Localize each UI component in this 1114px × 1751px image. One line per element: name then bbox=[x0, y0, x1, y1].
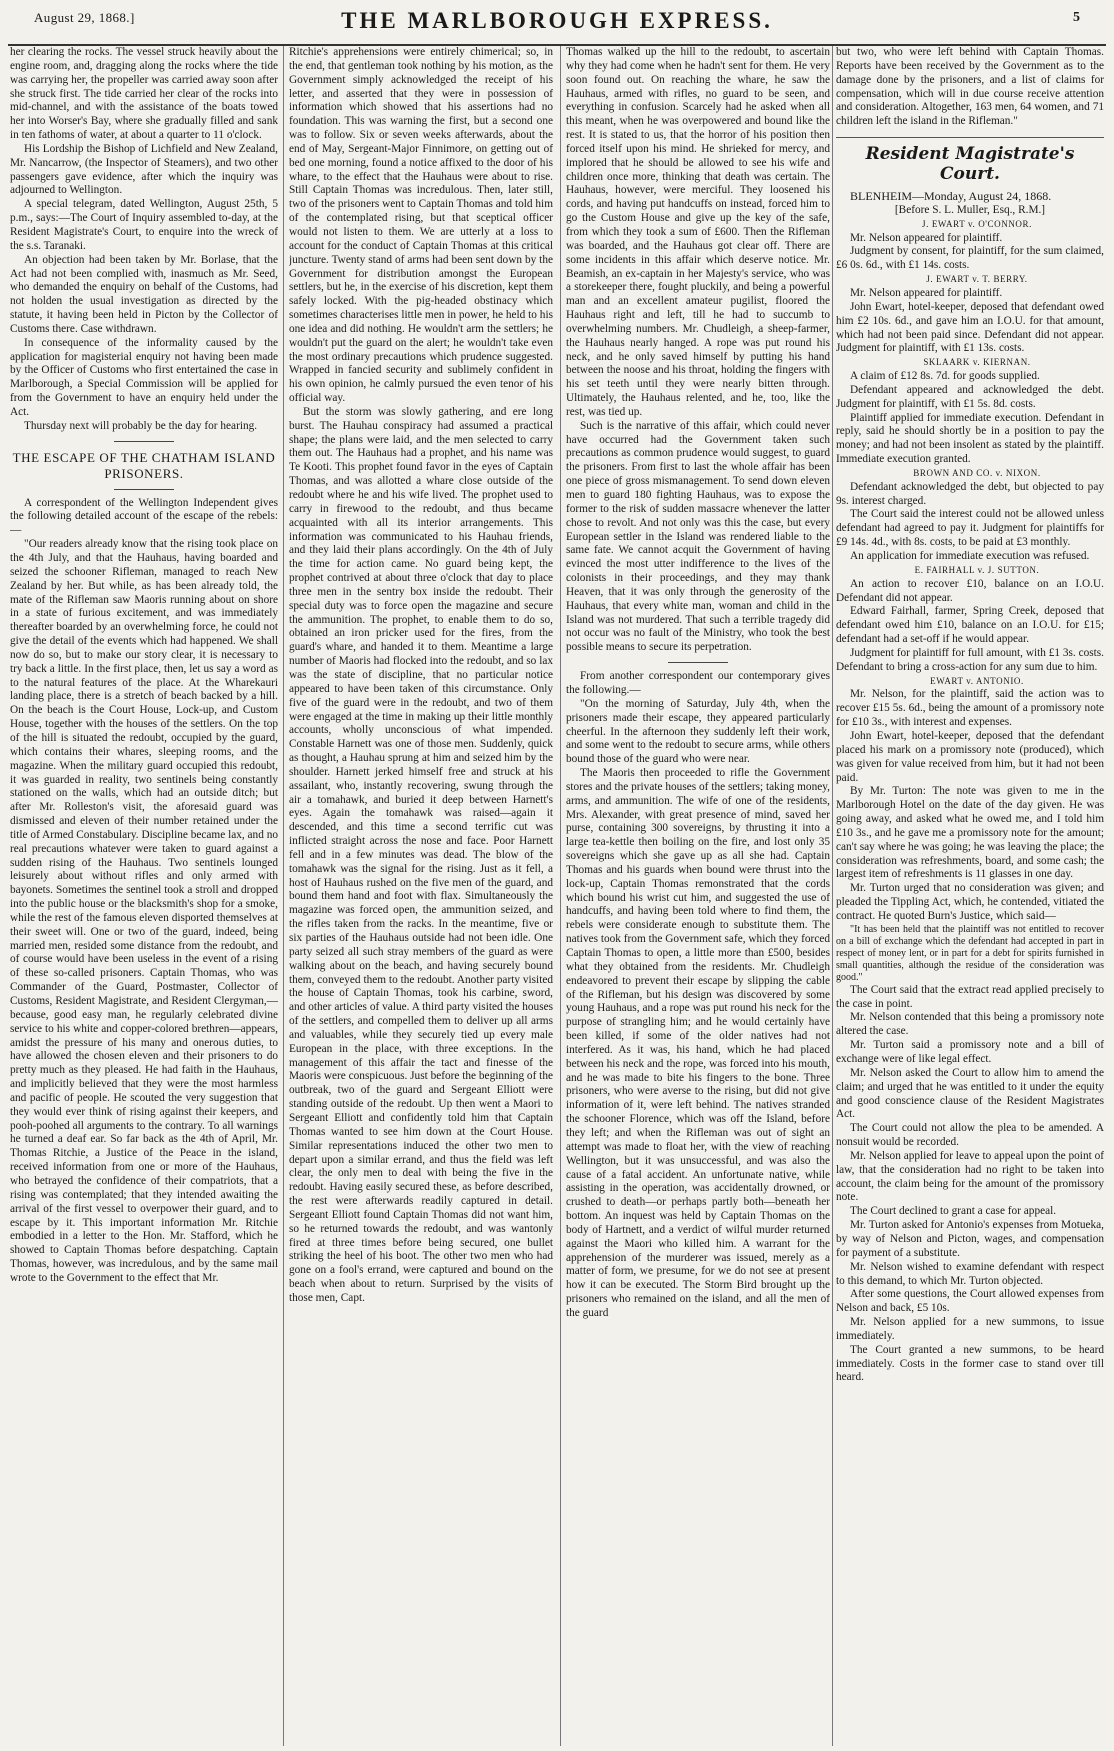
article-headline: THE ESCAPE OF THE CHATHAM ISLAND PRISONERS. bbox=[12, 449, 276, 481]
paragraph: Mr. Nelson wished to examine defendant with respect to this demand, to which Mr. Turton objected. bbox=[836, 1260, 1104, 1287]
paragraph: Edward Fairhall, farmer, Spring Creek, deposed that defendant owed him £10, balance on an I.O.U. for £15; defendant had a set-off if he would appear. bbox=[836, 605, 1104, 646]
section-divider bbox=[668, 662, 728, 663]
case-title: SKLAARK v. KIERNAN. bbox=[923, 357, 1031, 368]
case-title: BROWN AND CO. v. NIXON. bbox=[913, 467, 1041, 478]
paragraph: Mr. Nelson contended that this being a promissory note altered the case. bbox=[836, 1011, 1104, 1038]
section-divider bbox=[114, 489, 174, 490]
paragraph: Mr. Nelson, for the plaintiff, said the action was to recover £15 5s. 6d., being the amount of a promissory note for £10 3s., with interest and expenses. bbox=[836, 688, 1104, 729]
magistrate-line: [Before S. L. Muller, Esq., R.M.] bbox=[894, 203, 1046, 216]
paragraph: her clearing the rocks. The vessel struck heavily about the engine room, and, dragging along the rocks where the tide was carrying her, the propeller was carried away soon after she struck first. The tide carried her clear of the rocks into mid-channel, and with the assistance of the boats towed her into Worser's Bay, where she gradually filled and sank in ten fathoms of water, at about a quarter to 11 o'clock. bbox=[10, 46, 278, 142]
paragraph: A special telegram, dated Wellington, August 25th, 5 p.m., says:—The Court of Inquiry assembled to-day, at the Resident Magistrate's Court, to enquire into the wreck of the s.s. Taranaki. bbox=[10, 198, 278, 252]
paragraph: An application for immediate execution was refused. bbox=[850, 550, 1090, 562]
column-rule bbox=[832, 46, 833, 1746]
paragraph: In consequence of the informality caused by the application for magisterial enquiry not having been made by the Officer of Customs who first entertained the case in Marlborough, a Special Commission will be applied for from the Government to have an enquiry held under the Act. bbox=[10, 336, 278, 418]
paragraph: Mr. Nelson applied for leave to appeal upon the point of law, that the consideration had no right to be taken into account, the claim being for the amount of the promissory note. bbox=[836, 1149, 1104, 1204]
paragraph: His Lordship the Bishop of Lichfield and New Zealand, Mr. Nancarrow, (the Inspector of Steamers), and two other passengers gave evidence, after which the inquiry was adjourned to Wellington. bbox=[10, 142, 278, 197]
paragraph: John Ewart, hotel-keeper, deposed that defendant owed him £2 10s. 6d., and gave him an I.O.U. for that amount, which had not been paid since. Defendant did not appear. Judgment for plaintiff, with £1 13s. costs. bbox=[836, 300, 1104, 355]
masthead bbox=[0, 8, 1114, 38]
newspaper-title: THE MARLBOROUGH EXPRESS. bbox=[341, 8, 773, 33]
paragraph: Defendant appeared and acknowledged the debt. Judgment for plaintiff, with £1 5s. 8d. costs. bbox=[836, 383, 1104, 410]
paragraph: Mr. Turton said a promissory note and a bill of exchange were of like legal effect. bbox=[836, 1039, 1104, 1065]
paragraph: The Court could not allow the plea to be amended. A nonsuit would be recorded. bbox=[836, 1122, 1104, 1149]
paragraph: but two, who were left behind with Captain Thomas. Reports have been received by the Government as to the damage done by the prisoners, and a list of claims for compensation, which will in due course receive attention and consideration. Altogether, 163 men, 64 women, and 71 children left the island in the Rifleman." bbox=[836, 46, 1104, 128]
column-rule bbox=[560, 46, 561, 1746]
quoted-passage: "It has been held that the plaintiff was not entitled to recover on a bill of exchange which the defendant had accepted in part in respect of money lent, or in part for a debt for spirits furnished in small quantities, although the residue of the consideration was good." bbox=[836, 923, 1104, 983]
paragraph: Judgment for plaintiff for full amount, with £1 3s. costs. Defendant to bring a cross-action for any sum due to him. bbox=[836, 646, 1104, 673]
paragraph: "On the morning of Saturday, July 4th, when the prisoners made their escape, they appeared particularly cheerful. In the afternoon they suddenly left their work, and some went to the redoubt to secure arms, while others bound those of the guard who were near. bbox=[566, 697, 830, 766]
paragraph: From another correspondent our contemporary gives the following.— bbox=[566, 670, 830, 696]
paragraph: The Court declined to grant a case for appeal. bbox=[850, 1205, 1057, 1218]
paragraph: After some questions, the Court allowed expenses from Nelson and back, £5 10s. bbox=[836, 1288, 1104, 1315]
column-4 bbox=[836, 46, 1104, 1746]
paragraph: By Mr. Turton: The note was given to me in the Marlborough Hotel on the date of the day given. He was going away, and asked what he owed me, and I told him £10 3s., and he gave me a promissory note for the amount; can't say where he was going; he was leaving the place; the consideration was refreshments, board, and some cash; the largest item of refreshments is 11 glasses in one day. bbox=[836, 785, 1104, 881]
paragraph: Ritchie's apprehensions were entirely chimerical; so, in the end, that gentleman took nothing by his motion, as the Government simply acknowledged the receipt of his letter, and asserted that they were in possession of information which showed that his assertions had no foundation. This was warning the first, but a second one was to follow. Six or seven weeks afterwards, about the end of May, Sergeant-Major Finnimore, on getting out of bed one morning, found a notice affixed to the door of his whare, to the effect that the Hauhaus were about to rise. Still Captain Thomas was incredulous. Then, later still, two of the prisoners went to Captain Thomas and told him of the contemplated rising, but that sceptical officer would not listen to them. We are utterly at a loss to account for the conduct of Captain Thomas at this critical juncture. Twenty stand of arms had been sent down by the Government for distribution amongst the European settlers, but he, in the exercise of his discretion, kept them safely locked. With the pig-headed obstinacy which sometimes characterises little men in power, he held to his one idea and did nothing. He wouldn't arm the settlers; he wouldn't put the guard on the alert; he wouldn't take even the most ordinary precautions which prudence suggested. Wrapped in fancied security and sublimely confident in his own opinion, he calmly pursued the even tenor of his official way. bbox=[289, 46, 553, 405]
section-divider bbox=[836, 137, 1104, 138]
paragraph: Thomas walked up the hill to the redoubt, to ascertain why they had come when he hadn't sent for them. He very soon found out. On reaching the whare, he saw the Hauhaus, armed with rifles, no guard to be seen, and everything in confusion. Scarcely had he asked when all this meant, when he was overpowered and bound like the rest. It is stated to us, that the horror of his position then forced itself upon his mind. He shrieked for mercy, and implored that he should be allowed to see his wife and children once more, thinking that death was certain. The Hauhaus, however, were merciful. They loosened his cords, and having put handcuffs on instead, forced him to go the Custom House and give up the key of the safe, from which they took a sum of £600. Then the Rifleman was boarded, and the Hauhaus got clear off. There are some incidents in this affair which deserve notice. Mr. Beamish, an ex-captain in her Majesty's service, who was a storekeeper there, fought pluckily, and being a powerful man and an excellent amateur pugilist, floored the Hauhaus right and left, till he had to succumb to overwhelming numbers. Mr. Chudleigh, a sheep-farmer, the Hauhaus nearly hanged. A rope was put round his neck, and he only saved himself by putting his hand between the noose and his throat, holding the fingers with his set teeth until they were nearly bitten through. Ultimately, the Hauhaus relented, and he, too, like the rest, was tied up. bbox=[566, 46, 830, 418]
paragraph: Mr. Nelson asked the Court to allow him to amend the claim; and urged that he was entitled to it under the equity and good conscience clause of the Resident Magistrates Act. bbox=[836, 1066, 1104, 1121]
case-title: J. EWART v. T. BERRY. bbox=[926, 274, 1028, 285]
column-3 bbox=[566, 46, 830, 1746]
paragraph: Judgment by consent, for plaintiff, for the sum claimed, £6 0s. 6d., with £1 14s. costs. bbox=[836, 245, 1104, 272]
paragraph: John Ewart, hotel-keeper, deposed that the defendant placed his mark on a promissory note (produced), which was given for value received from him, but it had not been paid. bbox=[836, 729, 1104, 784]
dateline: BLENHEIM—Monday, August 24, 1868. bbox=[850, 189, 1052, 204]
paragraph: Mr. Turton asked for Antonio's expenses from Motueka, by way of Nelson and Picton, wages, and compensation for payment of a substitute. bbox=[836, 1219, 1104, 1259]
paragraph: Mr. Nelson appeared for plaintiff. bbox=[850, 286, 1003, 299]
page-number: 5 bbox=[1073, 10, 1080, 25]
paragraph: Thursday next will probably be the day for hearing. bbox=[24, 419, 258, 432]
case-title: EWART v. ANTONIO. bbox=[930, 675, 1024, 686]
paragraph: The Maoris then proceeded to rifle the Government stores and the private houses of the settlers; taking money, arms, and ammunition. The wife of one of the residents, Mrs. Alexander, with great presence of mind, saved her purse, containing 300 sovereigns, by thrusting it into a large tea-kettle then boiling on the fire, and lost only 35 sovereigns which she gave up as all she had. Captain Thomas and his guards when bound were thrust into the lock-up, Captain Thomas remonstrated that the cords which bound his wrist cut him, and suggested the use of handcuffs, and having been told where to find them, the rebels were considerate enough to substitute them. The natives took from the Government safe, which they forced Captain Thomas to open, a little more than £500, besides what they obtained from the residents. Mr. Chudleigh endeavored to prevent their escape by slipping the cable of the Rifleman, but his design was discovered by some young Hauhaus, and a rope was put round his neck for the purpose of strangling him; and he would certainly have been killed, if some of the older natives had not interfered. As it was, his hand, which he had placed between his neck and the rope, was forced into his mouth, and he was made to bite his fingers to the bone. Three prisoners, who were averse to the rising, but did not give information of it, were left behind. The natives stranded the schooner Florence, which was off the Island, before they left; and when the Rifleman was out of sight an attempt was made to float her, with the view of reaching Wellington, but it was unsuccessful, and was also the cause of a fatal accident. An unfortunate native, while assisting in the operation, was accidentally drowned, or crushed to death—or perhaps partly both—beneath her bottom. An inquest was held by Captain Thomas on the body of Hartnett, and a verdict of wilful murder returned against the Maori who killed him. A warrant for the apprehension of the murderer was issued, merely as a matter of form, we presume, for we do not see at present how it can be executed. The Storm Bird brought up the prisoners who remained on the island, and all the men of the guard bbox=[566, 767, 830, 1319]
court-section-title: Resident Magistrate's Court. bbox=[865, 144, 1075, 185]
column-1 bbox=[10, 46, 278, 1746]
paragraph: A correspondent of the Wellington Independent gives the following detailed account of the escape of the rebels:— bbox=[10, 496, 278, 537]
paragraph: Plaintiff applied for immediate execution. Defendant in reply, said he should shortly be in a position to pay the money; and had not been insolent as stated by the plaintiff. Immediate execution granted. bbox=[836, 411, 1104, 466]
case-title: E. FAIRHALL v. J. SUTTON. bbox=[914, 564, 1040, 575]
paragraph: Mr. Turton urged that no consideration was given; and pleaded the Tippling Act, which, he contended, vitiated the contract. He quoted Burn's Justice, which said— bbox=[836, 882, 1104, 922]
paragraph: Such is the narrative of this affair, which could never have occurred had the Government taken such precautions as common prudence would suggest, to guard the prisoners. From first to last the whole affair has been one piece of gross mismanagement. To send down eleven men to guard 180 fighting Hauhaus, was to expose the former to the risk of sudden massacre whenever the latter chose to revolt. And not only was this the case, but every European settler in the Island was rendered liable to the same fate. We cannot acquit the Government of having evinced the most utter indifference to the lives of the colonists in their proceedings, and they may thank Heaven, that it was only through the generosity of the Hauhaus, that every white man, woman and child in the Island was not murdered. That such a terrible tragedy did not occur was no fault of the Ministry, who took the best possible means to secure its perpetration. bbox=[566, 419, 830, 654]
paragraph: Mr. Nelson appeared for plaintiff. bbox=[850, 231, 1003, 244]
paragraph: Defendant acknowledged the debt, but objected to pay 9s. interest charged. bbox=[836, 480, 1104, 507]
paragraph: The Court said that the extract read applied precisely to the case in point. bbox=[836, 983, 1104, 1010]
paragraph: An objection had been taken by Mr. Borlase, that the Act had not been complied with, inasmuch as Mr. Seed, who demanded the enquiry on behalf of the Customs, had not holden the usual investigation as directed by the statute, it having been held in Picton by the Collector of Customs there. Case withdrawn. bbox=[10, 253, 278, 335]
section-divider bbox=[114, 441, 174, 442]
paragraph: The Court granted a new summons, to be heard immediately. Costs in the former case to stand over till heard. bbox=[836, 1343, 1104, 1384]
column-2 bbox=[289, 46, 553, 1746]
paragraph: A claim of £12 8s. 7d. for goods supplied. bbox=[850, 370, 1040, 383]
case-title: J. EWART v. O'CONNOR. bbox=[922, 218, 1032, 229]
paragraph: An action to recover £10, balance on an I.O.U. Defendant did not appear. bbox=[836, 577, 1104, 604]
issue-date: August 29, 1868.] bbox=[34, 10, 135, 25]
column-rule bbox=[283, 46, 284, 1746]
paragraph: Mr. Nelson applied for a new summons, to issue immediately. bbox=[836, 1316, 1104, 1342]
paragraph: But the storm was slowly gathering, and ere long burst. The Hauhau conspiracy had assumed a practical shape; the plans were laid, and the men selected to carry them out. The Hauhaus had a prophet, and his name was Te Kooti. This prophet found favor in the eyes of Captain Thomas, and was allotted a whare close outside of the redoubt where he and his wife lived. The prophet used to carry in firewood to the redoubt, and thus became acquainted with all its interior arrangements. This information was communicated to his Hauhau friends, and they laid their plans accordingly. On the 4th of July the time for action came. No guard being kept, the prophet contrived at about three o'clock that day to place three men in the sentry box inside the redoubt. Their special duty was to force open the magazine and secure the ammunition. The prophet, to enable them to do so, obtained an iron pricker used for the fires, from the guard's whare, and handed it to them. Meantime a large number of Maoris had flocked into the redoubt, and so lax was the state of discipline, that no particular notice appeared to have been taken of this circumstance. Only five of the guard were in the redoubt, and two of them were engaged at the time in making up their little monthly accounts, wholly unconscious of what impended. Constable Harnett was one of those men. Suddenly, quick as thought, a Hauhau sprung at him and seized him by the shoulder. Harnett jerked himself free and struck at his assailant, who, instantly recovering, swung through the air a tomahawk, and buried it deep between Harnett's eyes. Again the tomahawk was raised—again it descended, and this time a second terrific cut was inflicted straight across the nose and face. Poor Harnett fell and in a few minutes was dead. The blow of the tomahawk was the signal for the rising. Just as it fell, a host of Hauhaus rushed on the five men of the guard, and bound them hand and foot with flax. Simultaneously the magazine was forced open, the ammunition seized, and the rifles taken from the racks. In the meantime, five or six parties of the Hauhaus outside had not been idle. One party seized all such stray members of the guard as were walking about on the beach, and having securely bound them, conveyed them to the redoubt. Another party visited the house of Captain Thomas, took his carbine, sword, and other articles of value. A third party visited the houses of the settlers, and compelled them to deliver up all arms and valuables, while they securely tied up every male European in the place, with three exceptions. In the management of this affair the tact and finesse of the Maoris were conspicuous. Just before the beginning of the outbreak, two of the guard and Sergeant Elliott were standing outside of the redoubt. Up then went a Maori to Sergeant Elliott and confidently told him that Captain Thomas wanted to see him down at the Court House. Similar representations induced the other two men to depart upon a similar errand, and thus the field was left clear, the only men to deal with being the five in the redoubt. Having easily secured these, as before described, the rest were afterwards readily captured in detail. Sergeant Elliott found Captain Thomas did not want him, so he returned towards the redoubt, and was wantonly fired at three times before being secured, one bullet striking the heel of his boot. The other two men who had gone on a fool's errand, were captured and bound on the beach when about to return. Surprised by the visits of those men, Capt. bbox=[289, 405, 553, 1304]
paragraph: The Court said the interest could not be allowed unless defendant had agreed to pay it. Judgment for plaintiffs for £9 14s. 4d., with 8s. costs, to be paid at £3 monthly. bbox=[836, 508, 1104, 549]
paragraph: "Our readers already know that the rising took place on the 4th July, and that the Hauhaus, having boarded and seized the schooner Rifleman, managed to reach New Zealand by her. But while, as has been already told, the mate of the Rifleman saw Maoris running about on shore in a state of furious excitement, and was immediately thereafter boarded by an overwhelming force, he could not give the detail of the events which had happened. We shall now do so, but to make our story clear, it is necessary to try back a little. In the first place, then, let us say a word as to the natural features of the place. At the Wharekauri landing place, there is a stretch of beach backed by a hill. On the beach is the Court House, Lock-up, and Custom House, together with the houses of the settlers. On the top of the hill is situated the redoubt, occupied by the guard, which contains their whares, sleeping rooms, and the magazine. When the military guard occupied this redoubt, it was guarded in reality, two sentinels being constantly stationed on the walls, which had an outside ditch; but after Mr. Rolleston's visit, the aforesaid guard was dismissed and eleven of their number retained under the title of Armed Constabulary. Discipline became lax, and no real precautions whatever were taken to guard against a sudden rising of the Hauhaus. Two sentinels lounged leisurely about without rifles and only armed with bayonets. Sometimes the sentinel took a stroll and dropped into the public house or the blacksmith's shop for a smoke, while the rest of the famous eleven disported themselves at their sweet will. One or two of the guard, indeed, being married men, resided some distance from the redoubt, and of course would have been useless in the event of a rising of these so-called prisoners. Captain Thomas, who was Commander of the Guard, Postmaster, Collector of Customs, Resident Magistrate, and Resident Clergyman,—because, good easy man, he regularly celebrated divine service to his white and copper-colored brethren—appears, amidst the pressure of his many and onerous duties, to have allowed the chosen eleven and their prisoners to do pretty much as they pleased. He had faith in the Hauhaus, and implicitly believed that they were the most harmless and pacific of people. He scouted the very suggestion that they would ever think of rising against their keepers, and pooh-poohed all arguments to the contrary. To all warnings he turned a deaf ear. So far back as the 4th of April, Mr. Thomas Ritchie, a Justice of the Peace in the island, received information from one or more of the Hauhaus, who betrayed the confidence of their compatriots, that a rising was contemplated; that they intended awaiting the arrival of the first vessel to overpower their guard, and to escape by it. This important information Mr. Ritchie embodied in a letter to the Hon. Mr. Stafford, which he showed to Captain Thomas before despatching. Captain Thomas, however, was incredulous, and by the same mail wrote to the Government to the effect that Mr. bbox=[10, 538, 278, 1284]
